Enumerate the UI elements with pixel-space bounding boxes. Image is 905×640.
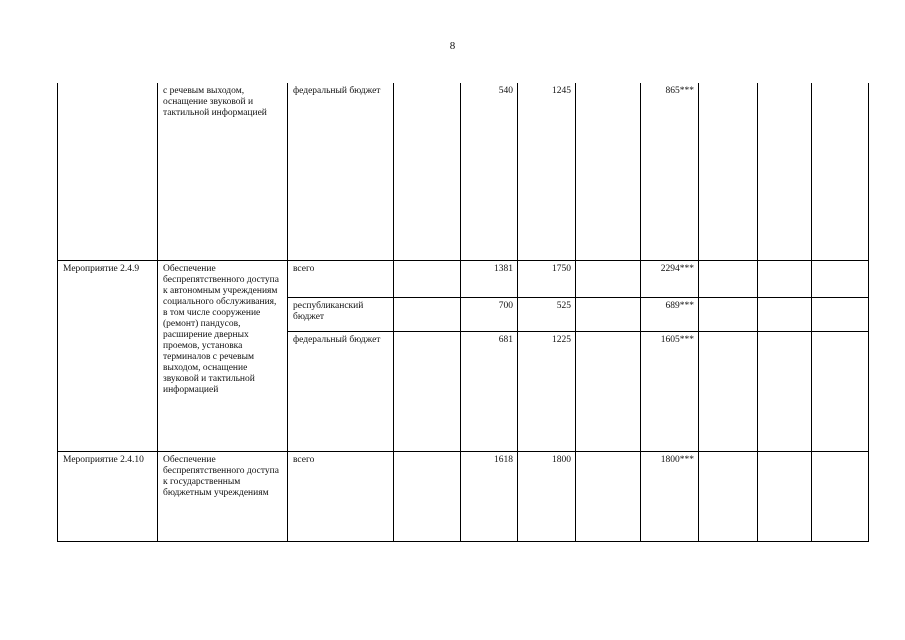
empty-cell [758,83,812,260]
source-cell: республиканский бюджет [288,297,394,331]
value-cell: 1750 [518,260,576,297]
empty-cell [699,260,758,297]
value-cell: 1225 [518,331,576,451]
value-cell: 1618 [461,451,518,541]
value-cell: 681 [461,331,518,451]
empty-cell [699,331,758,451]
empty-cell [394,260,461,297]
empty-cell [812,83,869,260]
empty-cell [758,297,812,331]
measure-cell: Мероприятие 2.4.9 [58,260,158,451]
empty-cell [576,83,641,260]
table-row [58,83,869,260]
value-cell: 2294*** [641,260,699,297]
source-cell: федеральный бюджет [288,83,394,260]
empty-cell [394,297,461,331]
measure-cell: Мероприятие 2.4.10 [58,451,158,541]
value-cell: 1605*** [641,331,699,451]
value-cell: 540 [461,83,518,260]
empty-cell [812,297,869,331]
empty-cell [576,331,641,451]
value-cell: 689*** [641,297,699,331]
empty-cell [812,451,869,541]
empty-cell [394,331,461,451]
empty-cell [576,297,641,331]
empty-cell [576,260,641,297]
empty-cell [758,451,812,541]
value-cell: 700 [461,297,518,331]
description-cell: с речевым выходом, оснащение звуковой и тактильной информацией [158,83,288,260]
description-cell: Обеспечение беспрепятственного доступа к автономным учреждениям социального обслуживания, в том числе сооружение (ремонт) пандусов, расширение дверных проемов, установка терминалов с речевым выходом, оснащение звуковой и тактильной информацией [158,260,288,451]
source-cell: федеральный бюджет [288,331,394,451]
empty-cell [758,260,812,297]
table-row [58,451,869,541]
measure-cell [58,83,158,260]
empty-cell [576,451,641,541]
table-row [58,260,869,297]
value-cell: 1800*** [641,451,699,541]
source-cell: всего [288,260,394,297]
empty-cell [699,451,758,541]
value-cell: 1800 [518,451,576,541]
budget-table [57,83,869,542]
value-cell: 1381 [461,260,518,297]
empty-cell [394,83,461,260]
empty-cell [812,260,869,297]
value-cell: 865*** [641,83,699,260]
empty-cell [699,83,758,260]
empty-cell [812,331,869,451]
description-cell: Обеспечение беспрепятственного доступа к государственным бюджетным учреждениям [158,451,288,541]
empty-cell [699,297,758,331]
value-cell: 1245 [518,83,576,260]
source-cell: всего [288,451,394,541]
empty-cell [394,451,461,541]
empty-cell [758,331,812,451]
page-number: 8 [449,40,456,52]
value-cell: 525 [518,297,576,331]
